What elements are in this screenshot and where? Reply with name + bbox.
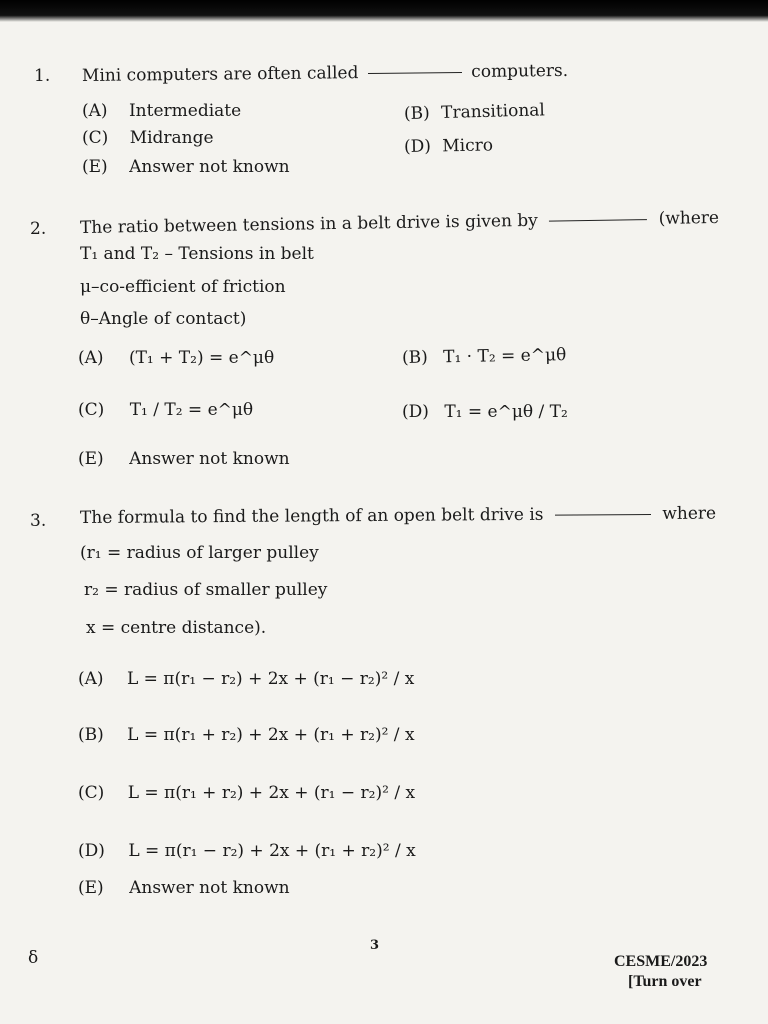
q3-number: 3. — [30, 511, 47, 531]
q2-line2: T₁ and T₂ – Tensions in belt — [80, 244, 314, 264]
q3-option-b — [78, 725, 415, 745]
q3-text-b: where — [662, 503, 717, 524]
q1-option-d — [404, 135, 493, 157]
q2-number: 2. — [30, 219, 47, 239]
option-text: Answer not known — [129, 878, 290, 898]
q1-text — [82, 61, 568, 86]
q3-option-e — [78, 878, 290, 898]
q3-option-d — [78, 841, 416, 861]
option-label: (D) — [403, 136, 432, 157]
q2-text — [80, 208, 719, 238]
option-text: Micro — [442, 135, 494, 157]
option-label: (C) — [82, 128, 109, 148]
option-label: (B) — [78, 725, 104, 745]
option-label: (E) — [78, 878, 104, 898]
option-formula: L = π(r₁ + r₂) + 2x + (r₁ + r₂)² / x — [127, 725, 415, 745]
q3-blank — [555, 514, 651, 516]
option-label: (E) — [82, 157, 108, 177]
option-text: Intermediate — [128, 101, 242, 121]
option-text: Transitional — [440, 100, 546, 124]
option-label: (B) — [401, 347, 428, 368]
q2-line4: θ–Angle of contact) — [80, 309, 247, 329]
q1-text-b: computers. — [471, 60, 569, 82]
option-formula: L = π(r₁ − r₂) + 2x + (r₁ + r₂)² / x — [128, 841, 416, 861]
option-label: (A) — [82, 101, 108, 121]
option-label: (D) — [78, 841, 105, 861]
q3-line2: (r₁ = radius of larger pulley — [80, 543, 319, 563]
q3-option-a — [78, 669, 414, 689]
q1-option-e — [82, 157, 290, 177]
option-formula: T₁ · T₂ = e^μθ — [442, 345, 567, 368]
q2-option-c — [78, 400, 253, 420]
q3-text-a: The formula to find the length of an open belt drive is — [79, 504, 544, 528]
q2-option-b — [402, 345, 567, 368]
top-dark-edge — [0, 0, 768, 22]
exam-code: CESME/2023 — [614, 953, 708, 970]
q1-number: 1. — [34, 66, 51, 86]
q2-option-e — [78, 449, 290, 469]
q3-line3: r₂ = radius of smaller pulley — [84, 580, 328, 600]
option-formula: L = π(r₁ − r₂) + 2x + (r₁ − r₂)² / x — [126, 669, 415, 689]
option-label: (A) — [78, 348, 104, 368]
option-text: Midrange — [129, 128, 214, 148]
q2-text-b: (where — [658, 207, 720, 229]
q1-option-b — [404, 100, 545, 124]
q2-option-d — [402, 402, 568, 422]
page-number: 3 — [370, 938, 380, 953]
q1-option-c — [82, 128, 214, 148]
option-label: (E) — [78, 449, 104, 469]
q3-option-c — [78, 783, 415, 803]
option-formula: L = π(r₁ + r₂) + 2x + (r₁ − r₂)² / x — [127, 783, 416, 803]
option-label: (B) — [403, 103, 431, 124]
q2-text-a: The ratio between tensions in a belt drive is given by — [79, 210, 538, 238]
option-label: (D) — [402, 402, 429, 422]
q2-option-a — [78, 348, 274, 368]
option-formula: (T₁ + T₂) = e^μθ — [128, 348, 275, 368]
option-formula: T₁ / T₂ = e^μθ — [129, 400, 254, 420]
q1-option-a — [82, 101, 241, 121]
turn-over: [Turn over — [628, 973, 702, 990]
q1-text-a: Mini computers are often called — [81, 63, 359, 86]
option-label: (C) — [78, 783, 105, 803]
option-label: (C) — [78, 400, 105, 420]
q3-line4: x = centre distance). — [86, 618, 267, 638]
option-label: (A) — [78, 669, 104, 689]
option-text: Answer not known — [129, 157, 290, 177]
footer-left-mark: δ — [28, 948, 39, 968]
q2-line3: μ–co-efficient of friction — [80, 277, 286, 297]
q2-blank — [549, 219, 647, 222]
q1-blank — [368, 72, 462, 74]
option-formula: T₁ = e^μθ / T₂ — [444, 402, 568, 422]
option-text: Answer not known — [129, 449, 290, 469]
q3-text — [80, 504, 716, 528]
